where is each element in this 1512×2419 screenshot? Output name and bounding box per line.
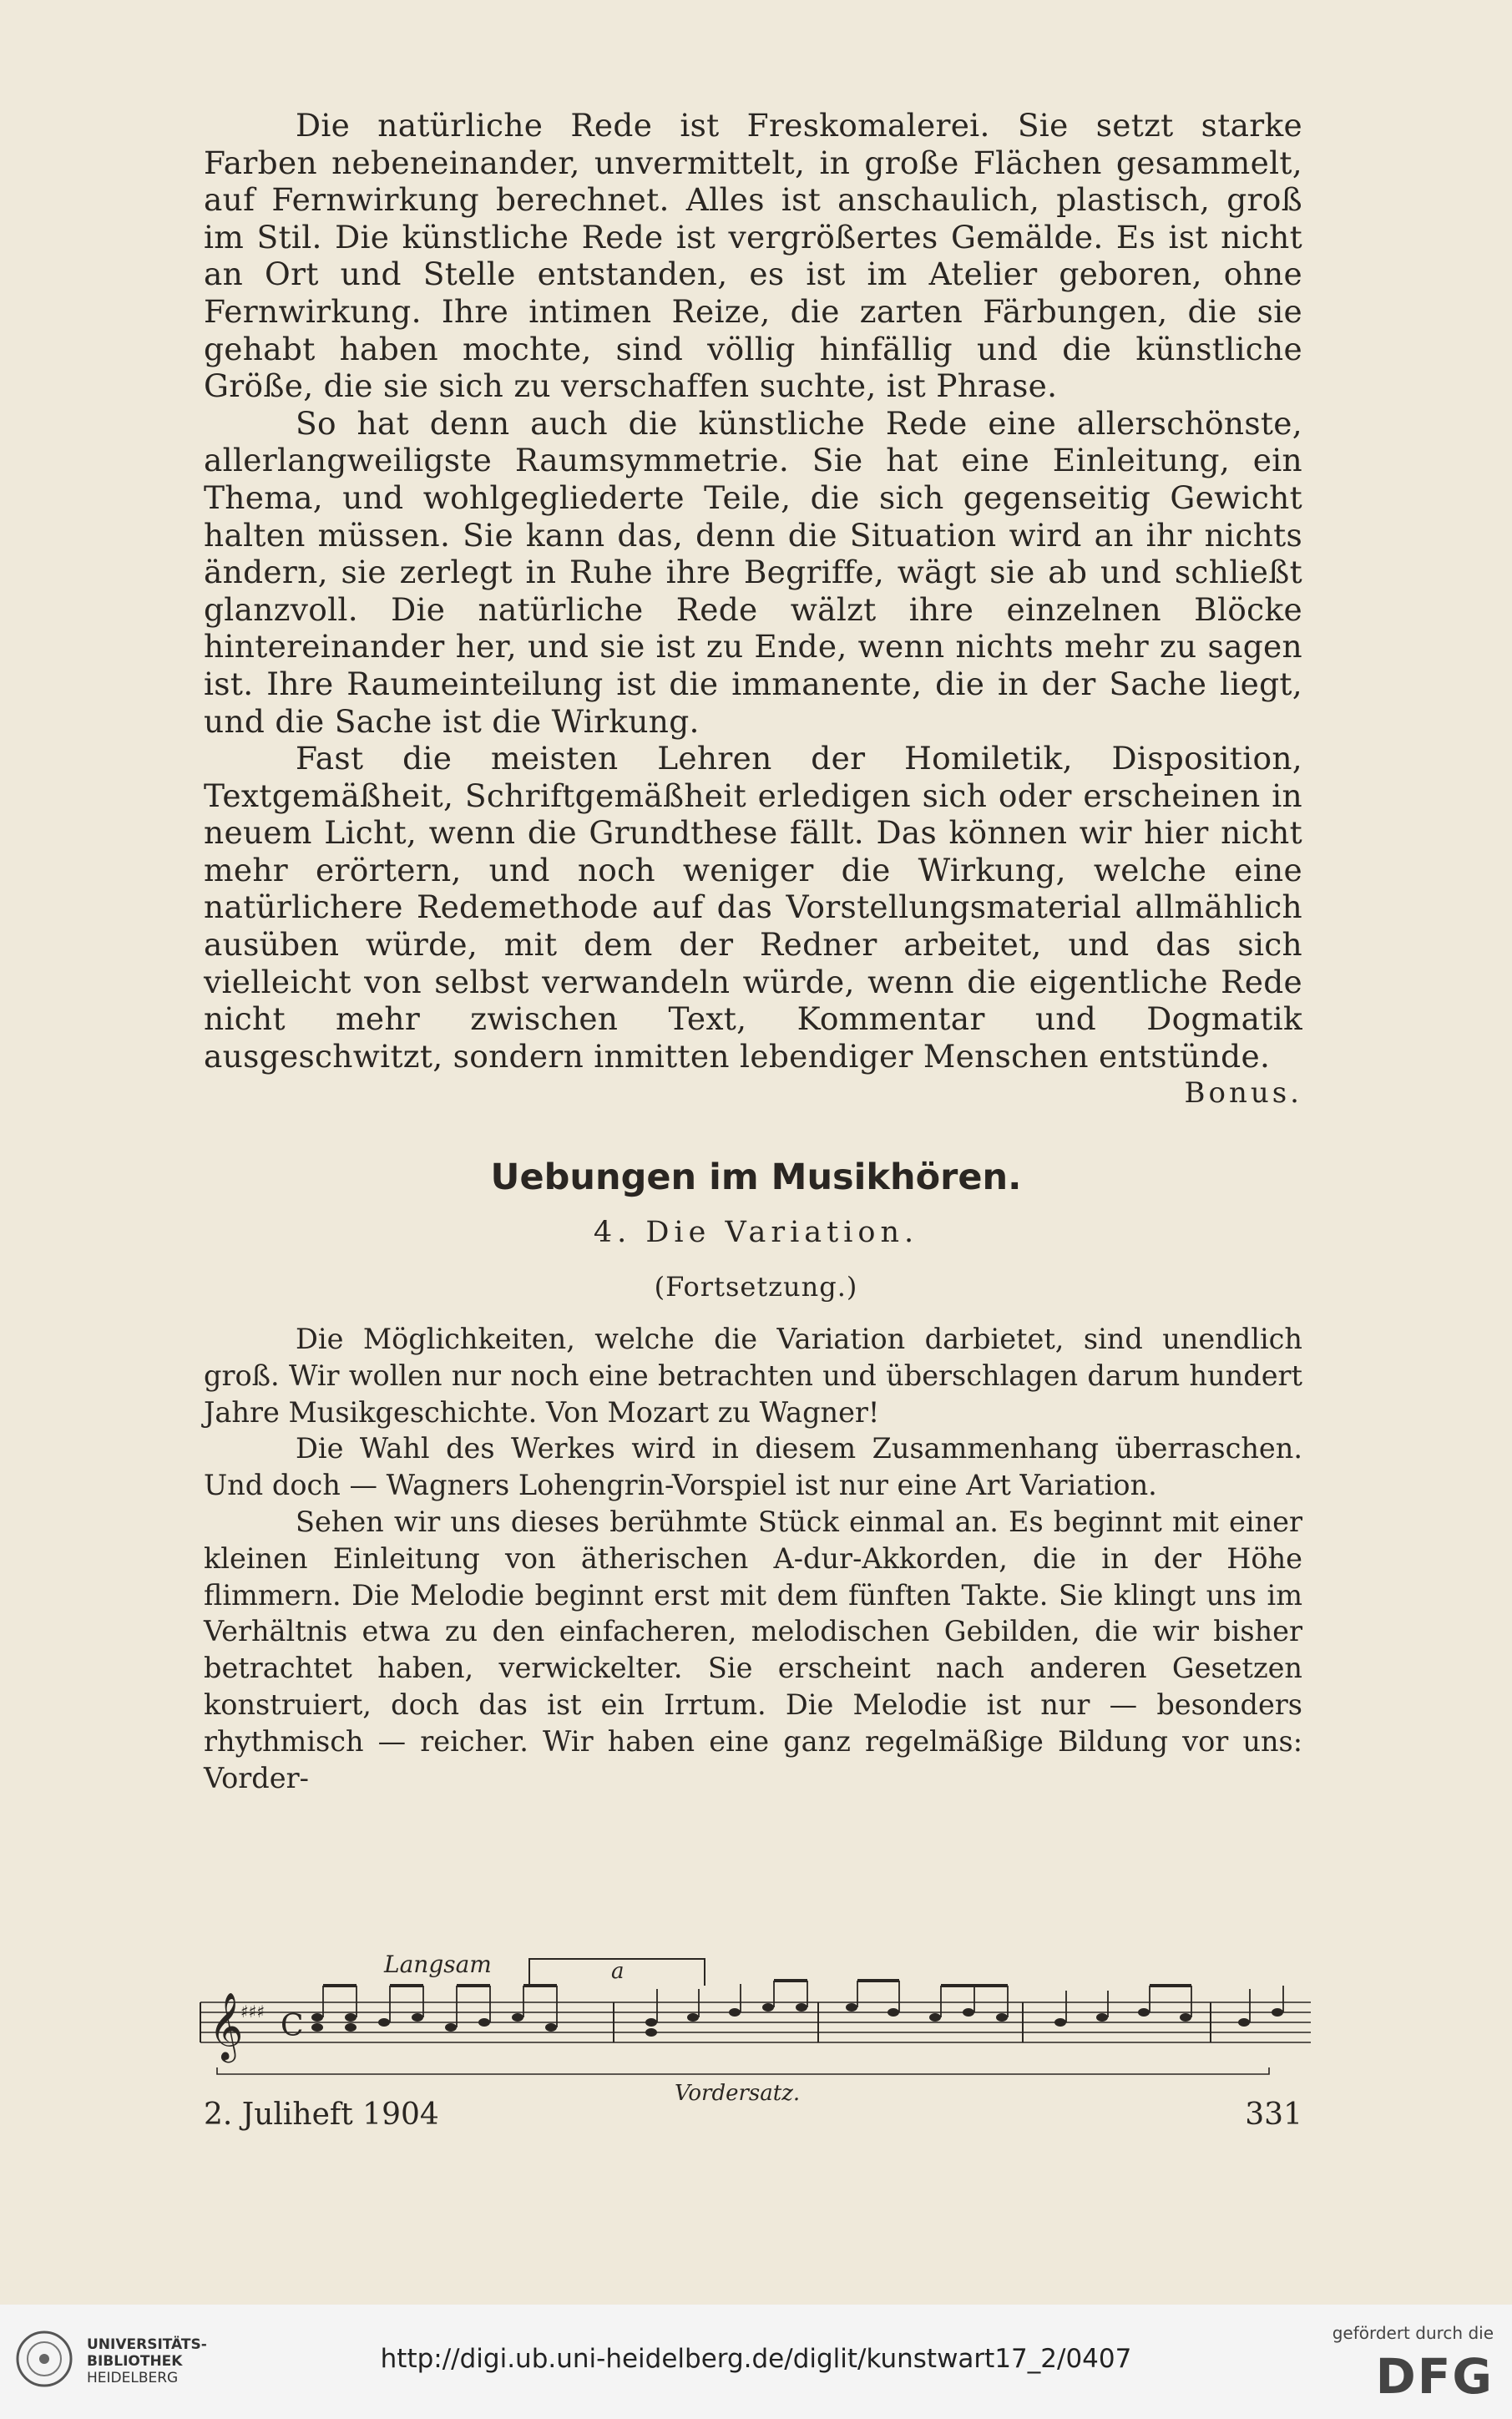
music-staff <box>184 1969 1319 2077</box>
beams <box>323 1981 1191 1986</box>
paragraph-3: Fast die meisten Lehren der Homiletik, Disposition, Textgemäßheit, Schriftgemäßheit erledigen sich oder erscheinen in neuem Licht, wenn die Grundthese fällt. Das können wir hier nicht mehr erörtern, und noch weniger die Wirkung, welche eine natürlichere Redemethode auf das Vorstellungsmaterial allmählich ausüben würde, mit dem der Redner arbeitet, und das sich vielleicht von selbst verwandeln würde, wenn die eigentliche Rede nicht mehr zwischen Text, Kommentar und Dogmatik ausgeschwitzt, sondern inmitten lebendiger Menschen entstünde. <box>204 740 1302 1075</box>
treble-clef: 𝄞 <box>209 1991 244 2060</box>
key-signature: ♯♯♯ <box>240 2001 265 2022</box>
page-number: 331 <box>1245 2098 1302 2132</box>
section-paragraph-2: Die Wahl des Werkes wird in diesem Zusammenhang überraschen. Und doch — Wagners Lohengrin-Vorspiel ist nur eine Art Variation. <box>204 1432 1302 1502</box>
section-paragraph-3: Sehen wir uns dieses berühmte Stück einmal an. Es beginnt mit einer kleinen Einleitung von ätherischen A-dur-Akkorden, die in der Höhe flimmern. Die Melodie beginnt erst mit dem fünften Takte. Sie klingt uns im Verhältnis etwa zu den einfacheren, melodischen Gebilden, die wir bisher betrachtet haben, verwickelter. Sie erscheint nach anderen Gesetzen konstruiert, doch das ist ein Irrtum. Die Melodie ist nur — besonders rhythmisch — reicher. Wir haben eine ganz regelmäßige Bildung vor uns: Vorder- <box>204 1505 1302 1794</box>
uni-line-2: BIBLIOTHEK <box>87 2353 183 2370</box>
paragraph-2: So hat denn auch die künstliche Rede eine allerschönste, allerlangweiligste Raumsymmetrie. Sie hat eine Einleitung, ein Thema, und wohlgegliederte Teile, die sich gegenseitig Gewicht halten müssen. Sie kann das, denn die Situation wird an ihr nichts ändern, sie zerlegt in Ruhe ihre Begriffe, wägt sie ab und schließt glanzvoll. Die natürliche Rede wälzt ihre einzelnen Blöcke hintereinander her, und sie ist zu Ende, wenn nichts mehr zu sagen ist. Ihre Raumeinteilung ist die immanente, die in der Sache liegt, und die Sache ist die Wirkung. <box>204 404 1302 740</box>
section-text <box>204 1321 1302 1796</box>
issue-label: 2. Juliheft 1904 <box>204 2098 439 2132</box>
author-signature: Bonus. <box>1184 1076 1302 1111</box>
bracket-label: a <box>611 1959 625 1984</box>
uni-line-3: HEIDELBERG <box>87 2370 179 2386</box>
tempo-label: Langsam <box>384 1951 492 1978</box>
permalink-url[interactable]: http://digi.ub.uni-heidelberg.de/diglit/kunstwart17_2/0407 <box>380 2344 1132 2374</box>
time-signature: C <box>281 2009 304 2043</box>
repository-footer-bar <box>0 2305 1512 2419</box>
body-text <box>204 107 1302 1112</box>
paragraph-1: Die natürliche Rede ist Freskomalerei. Sie setzt starke Farben nebeneinander, unvermittelt, in große Flächen gesammelt, auf Fernwirkung berechnet. Alles ist anschaulich, plastisch, groß im Stil. Die künstliche Rede ist vergrößertes Gemälde. Es ist nicht an Ort und Stelle entstanden, es ist im Atelier geboren, ohne Fernwirkung. Ihre intimen Reize, die zarten Färbungen, die sie gehabt haben mochte, sind völlig hinfällig und die künstliche Größe, die sie sich zu verschaffen suchte, ist Phrase. <box>204 107 1302 405</box>
funding-caption: gefördert durch die <box>1332 2323 1494 2343</box>
section-paragraph-1: Die Möglichkeiten, welche die Variation darbietet, sind unendlich groß. Wir wollen nur noch eine betrachten und überschlagen darum hundert Jahre Musikgeschichte. Von Mozart zu Wagner! <box>204 1323 1302 1429</box>
dfg-logo: DFG <box>1375 2348 1494 2405</box>
section-heading: Uebungen im Musikhören. <box>490 1156 1022 1198</box>
uni-line-1: UNIVERSITÄTS- <box>87 2336 207 2353</box>
continuation-note: (Fortsetzung.) <box>654 1271 858 1303</box>
vordersatz-bracket <box>217 2067 1269 2074</box>
music-caption: Vordersatz. <box>675 2081 801 2106</box>
section-subheading: 4. Die Variation. <box>593 1216 919 1249</box>
